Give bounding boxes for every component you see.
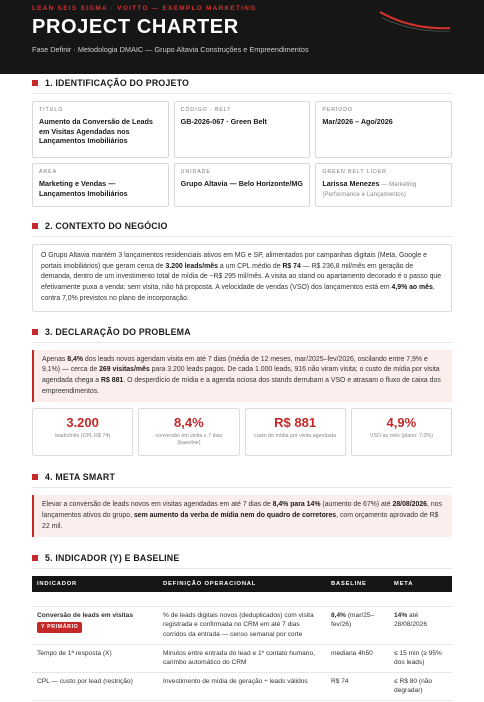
card-label: ÁREA <box>39 169 58 175</box>
header-eyebrow: LEAN SEIS SIGMA · VOITTO — EXEMPLO MARKETING <box>32 5 257 12</box>
problema-callout: Apenas 8,4% dos leads novos agendam visita em até 7 dias (média de 12 meses, mar/2025–fev/2026, oscilando entre 7,9% e 9,1%) — cerca de 269 visitas/mês para 3.200 leads pagos. De cada 1.000 leads, 916 não viram visita; o custo de mídia por visita agendada chega a R$ 881. O desperdício de mídia e a agenda ociosa dos stands derrubam a VSO e atrasam o fluxo de caixa dos empreendimentos. <box>32 350 452 403</box>
table-cell <box>32 606 158 644</box>
metric-value: 4,9% <box>386 415 417 431</box>
table-row <box>32 644 452 672</box>
page-header <box>0 0 484 74</box>
card-label: TÍTULO <box>39 107 64 113</box>
table-cell: 8,4% (mar/25–fev/26) <box>326 606 389 644</box>
card-label: GREEN BELT LÍDER <box>322 169 387 175</box>
table-cell: ≤ 15 min (≥ 95% dos leads) <box>389 644 452 672</box>
card-value: Marketing e Vendas — Lançamentos Imobiliários <box>39 179 128 198</box>
metric-value: 8,4% <box>174 415 204 431</box>
card-periodo <box>315 101 452 158</box>
column-header: INDICADOR <box>32 576 158 592</box>
column-header: META <box>389 576 452 592</box>
section-marker-icon <box>32 555 38 561</box>
section-marker-icon <box>32 223 38 229</box>
table-cell: 14% até 28/08/2026 <box>389 606 452 644</box>
card-value: Grupo Altavia — Belo Horizonte/MG <box>180 179 303 188</box>
table-cell: Tempo de 1ª resposta (X) <box>32 644 158 672</box>
metric-card <box>245 408 346 456</box>
table-cell: Investimento de mídia de geração ÷ leads válidos <box>158 672 326 700</box>
card-green-belt-lider <box>315 163 452 207</box>
primary-tag: Y PRIMÁRIO <box>37 622 82 633</box>
card-label: PERÍODO <box>322 107 354 113</box>
card-unidade <box>174 163 311 207</box>
metric-label: conversão em visita ≤ 7 dias (baseline) <box>155 433 223 447</box>
card-value <box>322 179 445 200</box>
card-codigo-belt <box>174 101 311 158</box>
card-value: Mar/2026 – Ago/2026 <box>322 117 393 126</box>
table-row <box>32 672 452 700</box>
card-label: UNIDADE <box>180 169 211 175</box>
metric-label: VSO ao mês (plano: 7,0%) <box>369 433 433 440</box>
table-cell: R$ 74 <box>326 672 389 700</box>
page-title: PROJECT CHARTER <box>32 16 239 38</box>
table-cell: Minutos entre entrada do lead e 1º contato humano, carimbo automático do CRM <box>158 644 326 672</box>
metric-value: R$ 881 <box>274 415 317 431</box>
section-contexto-title: 2. CONTEXTO DO NEGÓCIO <box>32 221 452 231</box>
table-header-row <box>32 576 452 592</box>
section-indicador-title: 5. INDICADOR (Y) E BASELINE <box>32 553 452 563</box>
contexto-paragraph: O Grupo Altavia mantém 3 lançamentos residenciais ativos em MG e SP, alimentados por campanhas digitais (Meta, Google e portais imobiliários) que geram cerca de 3.200 leads/mês a um CPL médio de R$ 74 — R$ 236,8 mil/mês em geração de demanda, dentro de um investimento total de mídia de ~R$ 295 mil/mês. A visita ao stand ou apartamento decorado é o passo que efetivamente puxa a venda: sem visita, não há proposta. A velocidade de vendas (VSO) dos lançamentos está em 4,9% ao mês, contra 7,0% previstos no plano de incorporação. <box>32 244 452 312</box>
table-spacer-row <box>32 592 452 606</box>
section-marker-icon <box>32 329 38 335</box>
table-row <box>32 606 452 644</box>
section-problema-title: 3. DECLARAÇÃO DO PROBLEMA <box>32 327 452 337</box>
metric-card <box>32 408 133 456</box>
metric-value: 3.200 <box>66 415 99 431</box>
card-value: Aumento da Conversão de Leads em Visitas Agendadas nos Lançamentos Imobiliários <box>39 117 153 146</box>
card-label: CÓDIGO · BELT <box>180 107 232 113</box>
section-identificacao-title: 1. IDENTIFICAÇÃO DO PROJETO <box>32 78 452 88</box>
indicador-table <box>32 576 452 700</box>
page-subtitle: Fase Definir · Metodologia DMAIC — Grupo Altavia Construções e Empreendimentos <box>32 45 309 54</box>
table-cell: CPL — custo por lead (restrição) <box>32 672 158 700</box>
meta-callout: Elevar a conversão de leads novos em visitas agendadas em até 7 dias de 8,4% para 14% (aumento de 67%) até 28/08/2026, nos lançamentos ativos do grupo, sem aumento da verba de mídia nem do quadro de corretores, com orçamento aprovado de R$ 22 mil. <box>32 495 452 537</box>
column-header: BASELINE <box>326 576 389 592</box>
section-meta-title: 4. META SMART <box>32 472 452 482</box>
decorative-swoosh-icon <box>378 6 452 32</box>
section-marker-icon <box>32 80 38 86</box>
card-area <box>32 163 169 207</box>
leader-role: — Marketing (Performance e Lançamentos) <box>322 181 417 199</box>
table-cell: ≤ R$ 80 (não degradar) <box>389 672 452 700</box>
metric-label: leads/mês (CPL R$ 74) <box>55 433 111 440</box>
metric-label: custo de mídia por visita agendada <box>254 433 337 440</box>
metric-card <box>138 408 239 456</box>
indicator-name: Conversão de leads em visitas <box>37 611 134 619</box>
table-cell: % de leads digitais novos (deduplicados) com visita registrada e confirmada no CRM em até 7 dias corridos da entrada — censo semanal por corte <box>158 606 326 644</box>
section-marker-icon <box>32 474 38 480</box>
table-cell: mediana 4h50 <box>326 644 389 672</box>
identificacao-grid <box>32 101 452 207</box>
card-value: GB-2026-067 · Green Belt <box>180 117 267 126</box>
card-titulo <box>32 101 169 158</box>
problema-metrics <box>32 408 452 456</box>
metric-card <box>351 408 452 456</box>
column-header: DEFINIÇÃO OPERACIONAL <box>158 576 326 592</box>
leader-name: Larissa Menezes <box>322 179 380 188</box>
